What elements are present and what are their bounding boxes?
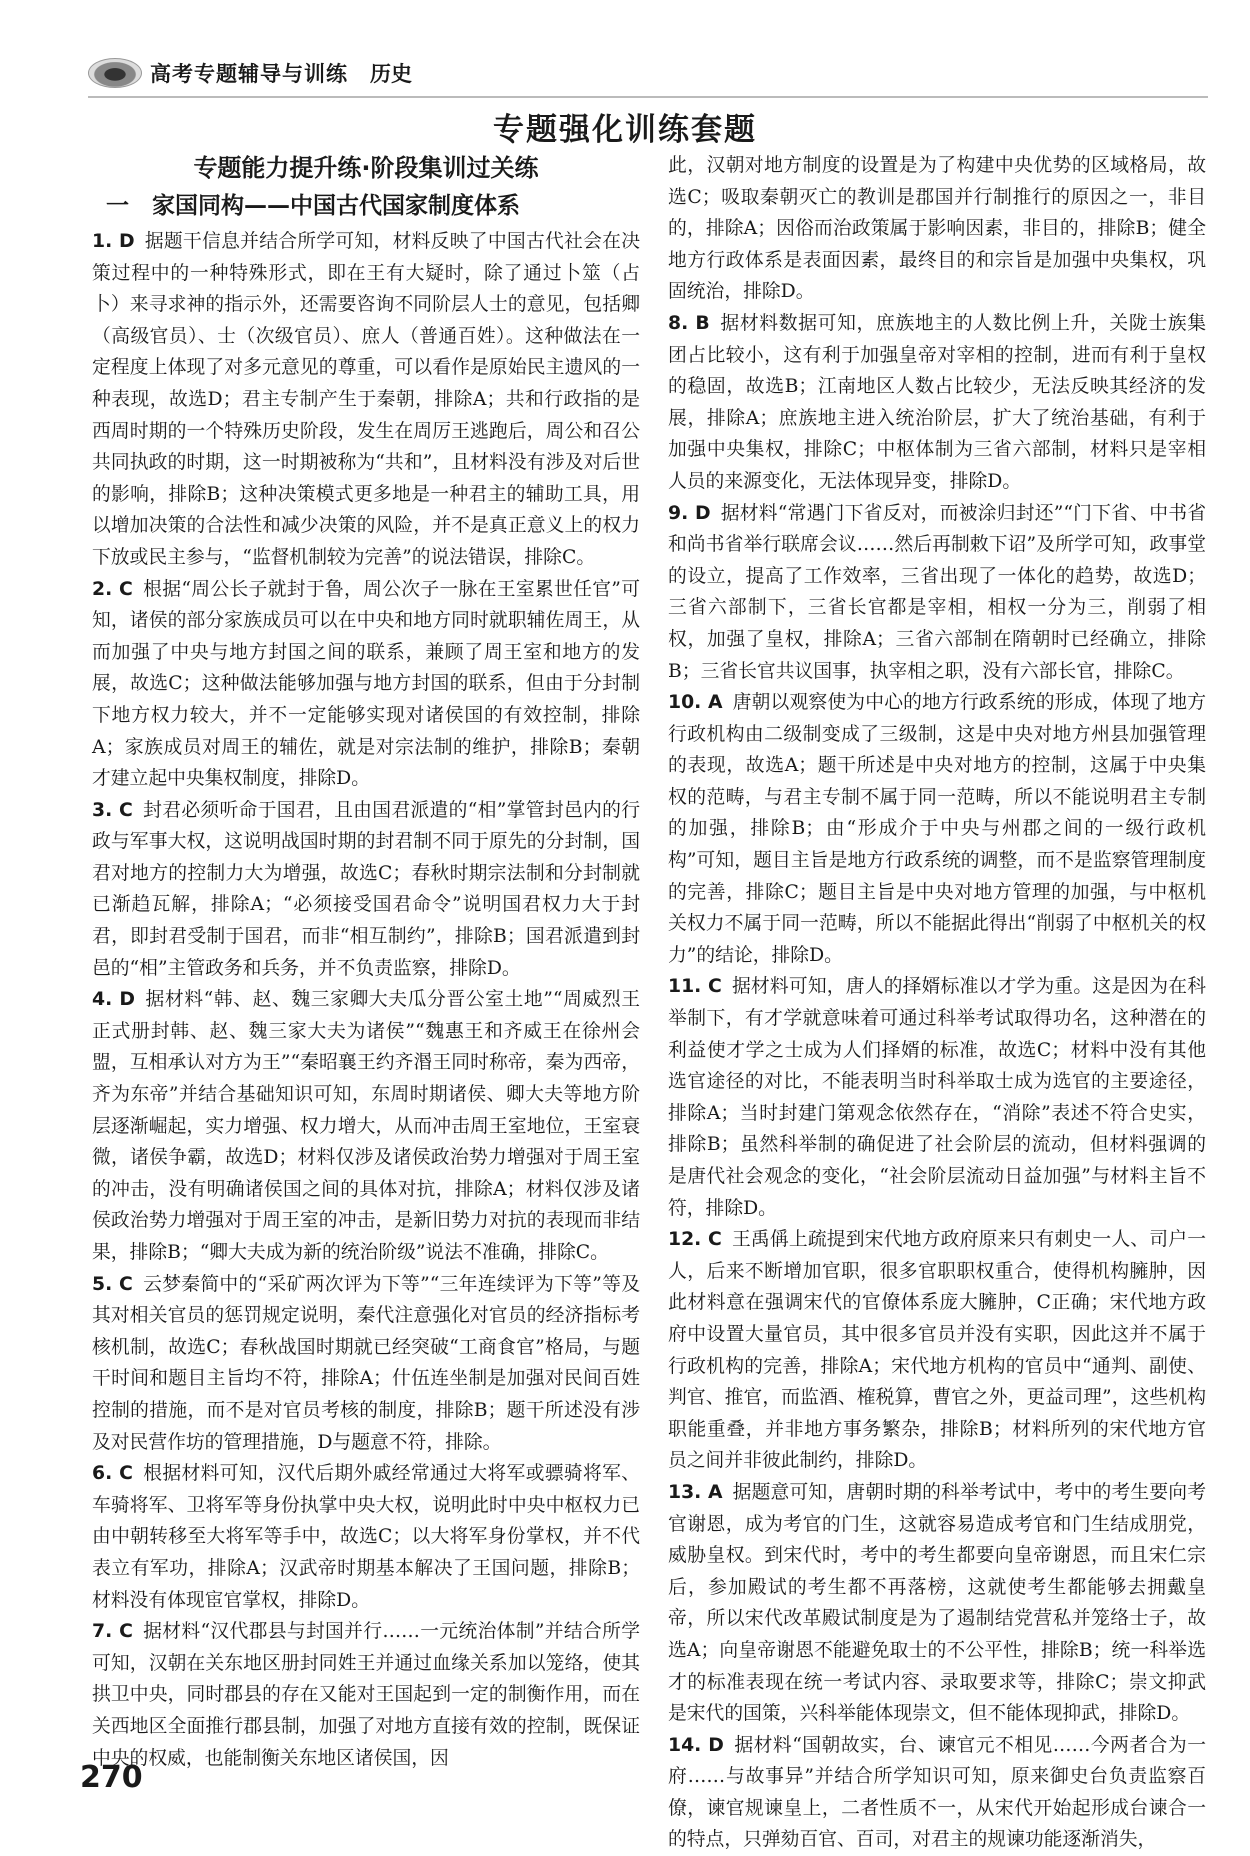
answer-item	[668, 498, 1206, 688]
answer-number: 11. C	[668, 976, 722, 998]
answer-number: 8. B	[668, 312, 710, 334]
answer-explanation: 据材料“汉代郡县与封国并行……一元统治体制”并结合所学可知，汉朝在关东地区册封同姓王并通过血缘关系加以笼络，使其拱卫中央，同时郡县的存在又能对王国起到一定的制衡作用，而在关西地区全面推行郡县制，加强了对地方直接有效的控制，既保证中央的权威，也能制衡关东地区诸侯国，因	[92, 1621, 641, 1769]
answer-explanation: 王禹偁上疏提到宋代地方政府原来只有刺史一人、司户一人，后来不断增加官职，很多官职职权重合，使得机构臃肿，因此材料意在强调宋代的官僚体系庞大臃肿，C正确；宋代地方政府中设置大量官员，其中很多官员并没有实职，因此这并不属于行政机构的完善，排除A；宋代地方机构的官员中“通判、副使、判官、推官，而监酒、榷税算，曹官之外，更益司理”，这些机构职能重叠，并非地方事务繁杂，排除B；材料所列的宋代地方官员之间并非彼此制约，排除D。	[668, 1229, 1206, 1472]
answer-explanation: 据材料“国朝故实，台、谏官元不相见……今两者合为一府……与故事异”并结合所学知识可知，原来御史台负责监察百僚，谏官规谏皇上，二者性质不一，从宋代开始起形成台谏合一的特点，只弹劾百官、百司，对君主的规谏功能逐渐消失，	[668, 1734, 1206, 1851]
answer-number: 2. C	[92, 578, 133, 600]
answer-number: 5. C	[92, 1273, 133, 1295]
answer-explanation: 此，汉朝对地方制度的设置是为了构建中央优势的区域格局，故选C；吸取秦朝灭亡的教训是郡国并行制推行的原因之一，非目的，排除A；因俗而治政策属于影响因素，非目的，排除B；健全地方行政体系是表面因素，最终目的和宗旨是加强中央集权，巩固统治，排除D。	[668, 155, 1206, 303]
left-column	[92, 150, 640, 1774]
answer-number: 9. D	[668, 502, 711, 524]
answer-explanation: 据题意可知，唐朝时期的科举考试中，考中的考生要向考官谢恩，成为考官的门生，这就容易造成考官和门生结成朋党，威胁皇权。到宋代时，考中的考生都要向皇帝谢恩，而且宋仁宗后，参加殿试的考生都不再落榜，这就使考生都能够去拥戴皇帝，所以宋代改革殿试制度是为了遏制结党营私并笼络士子，故选A；向皇帝谢恩不能避免取士的不公平性，排除B；统一科举选才的标准表现在统一考试内容、录取要求等，排除C；崇文抑武是宋代的国策，兴科举能体现崇文，但不能体现抑武，排除D。	[668, 1481, 1206, 1725]
answer-item	[92, 226, 640, 574]
answer-list-right	[668, 150, 1206, 1856]
answer-list-left	[92, 226, 640, 1774]
answer-number: 3. C	[92, 799, 133, 821]
answer-number: 4. D	[92, 989, 135, 1011]
answer-number: 1. D	[92, 231, 135, 252]
answer-item	[668, 687, 1206, 971]
answer-item	[668, 150, 1206, 308]
answer-number: 6. C	[92, 1463, 133, 1485]
book-logo-icon	[88, 58, 142, 88]
answer-explanation: 唐朝以观察使为中心的地方行政系统的形成，体现了地方行政机构由二级制变成了三级制，这是中央对地方州县加强管理的表现，故选A；题干所述是中央对地方的控制，这属于中央集权的范畴，与君主专制不属于同一范畴，所以不能说明君主专制的加强，排除B；由“形成介于中央与州郡之间的一级行政机构”可知，题目主旨是地方行政系统的调整，而不是监察管理制度的完善，排除C；题目主旨是中央对地方管理的加强，与中枢机关权力不属于同一范畴，所以不能据此得出“削弱了中枢机关的权力”的结论，排除D。	[668, 692, 1206, 966]
answer-item	[668, 971, 1206, 1224]
answer-item	[668, 1477, 1206, 1730]
answer-item	[92, 574, 640, 795]
answer-explanation: 据材料可知，唐人的择婿标准以才学为重。这是因为在科举制下，有才学就意味着可通过科举考试取得功名，这种潜在的利益使才学之士成为人们择婿的标准，故选C；材料中没有其他选官途径的对比，不能表明当时科举取士成为选官的主要途径，排除A；当时封建门第观念依然存在，“消除”表述不符合史实，排除B；虽然科举制的确促进了社会阶层的流动，但材料强调的是唐代社会观念的变化，“社会阶层流动日益加强”与材料主旨不符，排除D。	[668, 976, 1206, 1219]
answer-explanation: 据材料“韩、赵、魏三家卿大夫瓜分晋公室土地”“周威烈王正式册封韩、赵、魏三家大夫为诸侯”“魏惠王和齐威王在徐州会盟，互相承认对方为王”“秦昭襄王约齐湣王同时称帝，秦为西帝，齐为东帝”并结合基础知识可知，东周时期诸侯、卿大夫等地方阶层逐渐崛起，实力增强、权力增大，从而冲击周王室地位，王室衰微，诸侯争霸，故选D；材料仅涉及诸侯政治势力增强对于周王室的冲击，没有明确诸侯国之间的具体对抗，排除A；材料仅涉及诸侯政治势力增强对于周王室的冲击，是新旧势力对抗的表现而非结果，排除B；“卿大夫成为新的统治阶级”说法不准确，排除C。	[92, 989, 640, 1263]
book-title: 高考专题辅导与训练	[150, 62, 348, 86]
answer-explanation: 据题干信息并结合所学可知，材料反映了中国古代社会在决策过程中的一种特殊形式，即在王有大疑时，除了通过卜筮（占卜）来寻求神的指示外，还需要咨询不同阶层人士的意见，包括卿（高级官员）、士（次级官员）、庶人（普通百姓）。这种做法在一定程度上体现了对多元意见的尊重，可以看作是原始民主遗风的一种表现，故选D；君主专制产生于秦朝，排除A；共和行政指的是西周时期的一个特殊历史阶段，发生在周厉王逃跑后，周公和召公共同执政的时期，这一时期被称为“共和”，且材料没有涉及对后世的影响，排除B；这种决策模式更多地是一种君主的辅助工具，用以增加决策的合法性和减少决策的风险，并不是真正意义上的权力下放或民主参与，“监督机制较为完善”的说法错误，排除C。	[92, 231, 640, 568]
answer-item	[668, 1730, 1206, 1856]
answer-number: 12. C	[668, 1229, 722, 1251]
answer-number: 7. C	[92, 1621, 133, 1643]
answer-item	[668, 308, 1206, 498]
answer-item	[92, 984, 640, 1268]
answer-explanation: 云梦秦简中的“采矿两次评为下等”“三年连续评为下等”等及其对相关官员的惩罚规定说明，秦代注意强化对官员的经济指标考核机制，故选C；春秋战国时期就已经突破“工商食官”格局，与题干时间和题目主旨均不符，排除A；什伍连坐制是加强对民间百姓控制的措施，而不是对官员考核的制度，排除B；题干所述没有涉及对民营作坊的管理措施，D与题意不符，排除。	[92, 1273, 640, 1453]
answer-explanation: 根据材料可知，汉代后期外戚经常通过大将军或骠骑将军、车骑将军、卫将军等身份执掌中央大权，说明此时中央中枢权力已由中朝转移至大将军等手中，故选C；以大将军身份掌权，并不代表立有军功，排除A；汉武帝时期基本解决了王国问题，排除B；材料没有体现宦官掌权，排除D。	[92, 1463, 641, 1611]
answer-item	[92, 1616, 640, 1774]
answer-item	[92, 795, 640, 985]
page-number: 270	[80, 1760, 143, 1795]
answer-explanation: 根据“周公长子就封于鲁，周公次子一脉在王室累世任官”可知，诸侯的部分家族成员可以在中央和地方同时就职辅佐周王，从而加强了中央与地方封国之间的联系，兼顾了周王室和地方的发展，故选C；这种做法能够加强与地方封国的联系，但由于分封制下地方权力较大，并不一定能够实现对诸侯国的有效控制，排除A；家族成员对周王的辅佐，就是对宗法制的维护，排除B；秦朝才建立起中央集权制度，排除D。	[92, 578, 640, 790]
answer-item	[92, 1458, 640, 1616]
answer-number: 14. D	[668, 1734, 724, 1756]
page-title: 专题强化训练套题	[493, 112, 757, 148]
answer-item	[668, 1224, 1206, 1477]
answer-item	[92, 1269, 640, 1459]
answer-number: 13. A	[668, 1481, 723, 1503]
answer-explanation: 据材料数据可知，庶族地主的人数比例上升，关陇士族集团占比较小，这有利于加强皇帝对宰相的控制，进而有利于皇权的稳固，故选B；江南地区人数占比较少，无法反映其经济的发展，排除A；庶族地主进入统治阶层，扩大了统治基础，有利于加强中央集权，排除C；中枢体制为三省六部制，材料只是宰相人员的来源变化，无法体现异变，排除D。	[668, 312, 1207, 492]
section-title: 专题能力提升练·阶段集训过关练	[193, 154, 539, 182]
subject-label: 历史	[370, 62, 412, 86]
right-column	[668, 150, 1206, 1856]
answer-explanation: 据材料“常遇门下省反对，而被涂归封还”“门下省、中书省和尚书省举行联席会议……然后再制敕下诏”及所学可知，政事堂的设立，提高了工作效率，三省出现了一体化的趋势，故选D；三省六部制下，三省长官都是宰相，相权一分为三，削弱了相权，加强了皇权，排除A；三省六部制在隋朝时已经确立，排除B；三省长官共议国事，执宰相之职，没有六部长官，排除C。	[668, 502, 1206, 682]
answer-explanation: 封君必须听命于国君，且由国君派遣的“相”掌管封邑内的行政与军事大权，这说明战国时期的封君制不同于原先的分封制，国君对地方的控制力大为增强，故选C；春秋时期宗法制和分封制就已渐趋瓦解，排除A；“必须接受国君命令”说明国君权力大于封君，即封君受制于国君，而非“相互制约”，排除B；国君派遣到封邑的“相”主管政务和兵务，并不负责监察，排除D。	[92, 799, 640, 979]
header-divider	[88, 96, 1208, 98]
running-header	[88, 58, 412, 88]
answer-number: 10. A	[668, 692, 723, 714]
section-subtitle: 一 家国同构——中国古代国家制度体系	[106, 193, 520, 219]
